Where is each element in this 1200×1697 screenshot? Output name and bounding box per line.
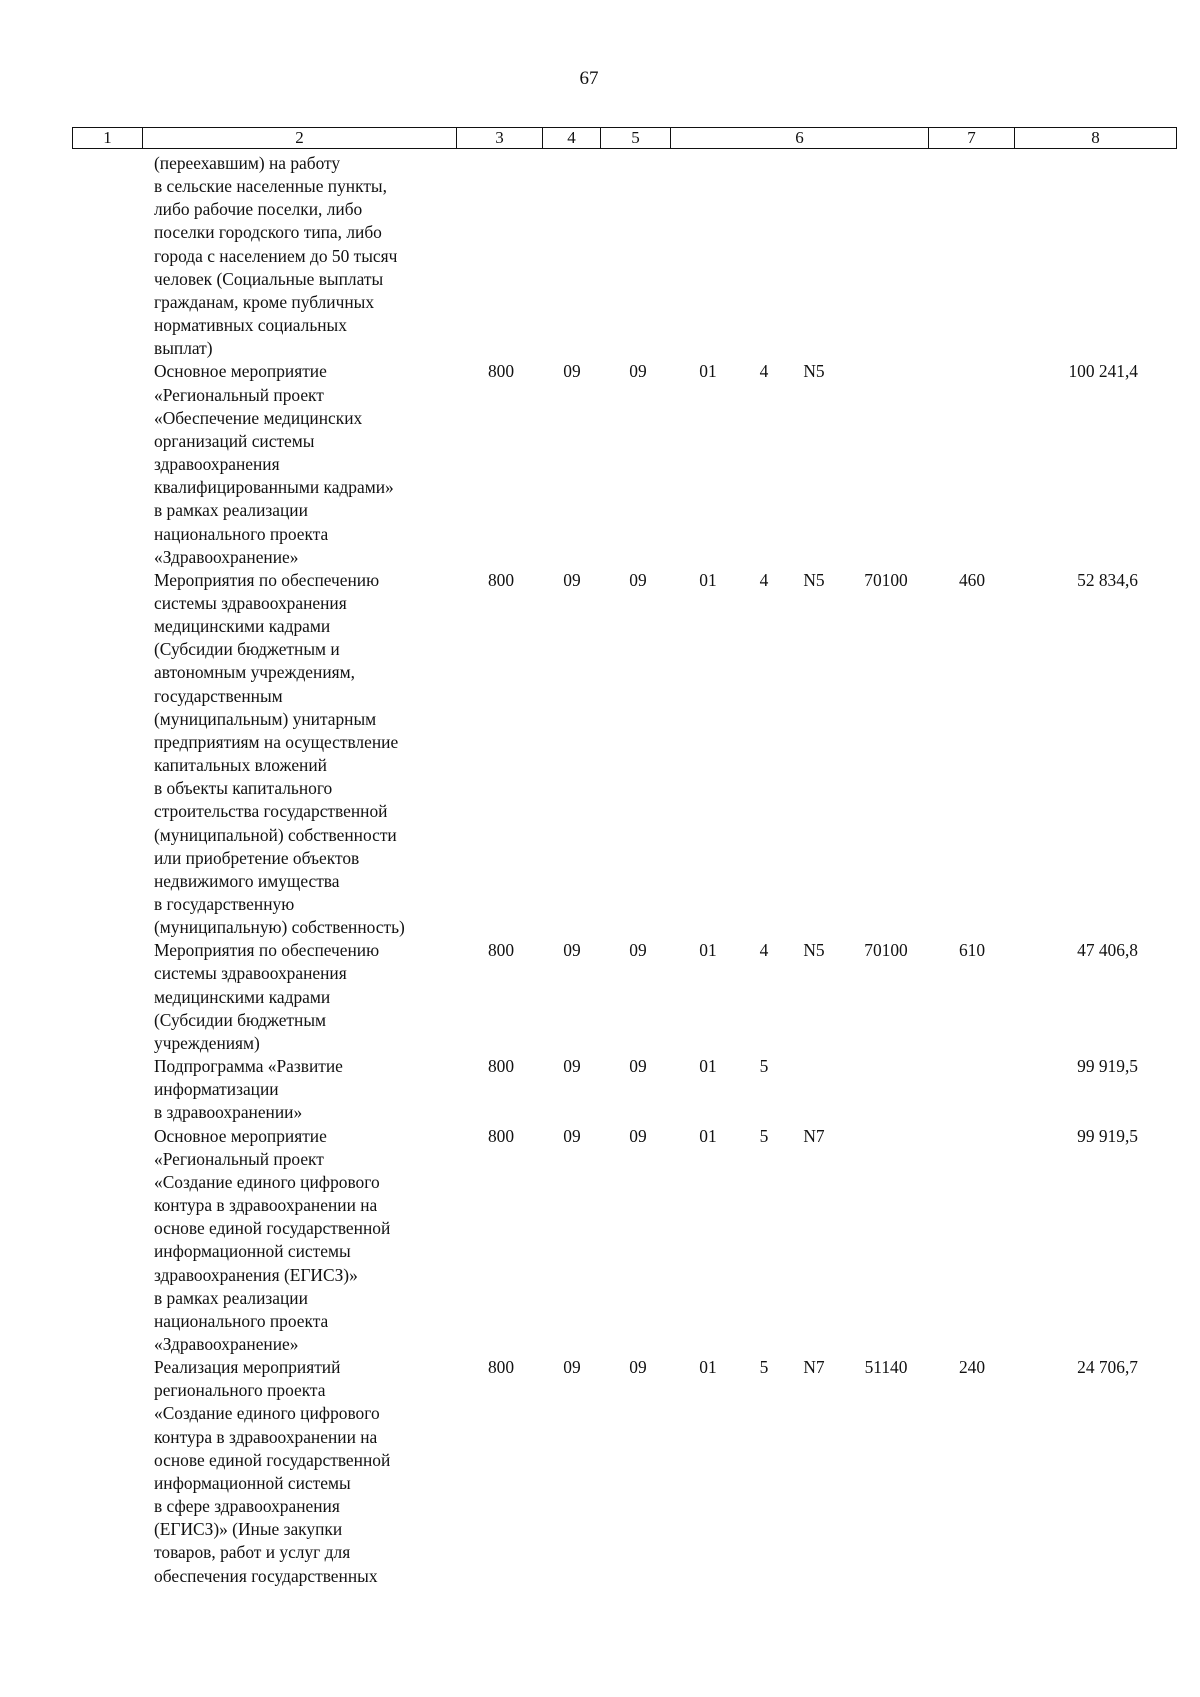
col-6-part-2: 5 (759, 1056, 769, 1077)
col-5-value: 09 (629, 361, 647, 382)
col-6-part-1: 01 (699, 940, 717, 961)
col-5-value: 09 (629, 1357, 647, 1378)
header-col-1: 1 (73, 128, 143, 149)
col-5-value: 09 (629, 1125, 647, 1146)
table-row (0, 939, 1200, 1055)
row-description: Основное мероприятие «Региональный проект «Создание единого цифрового контура в здравоохранении на основе единой государственной информационной системы здравоохранения (ЕГИСЗ)» в рамках реализации национального проекта «Здравоохранение» (154, 1125, 391, 1354)
header-col-4: 4 (543, 128, 601, 149)
header-col-3: 3 (457, 128, 543, 149)
table-row (0, 1356, 1200, 1588)
col-3-value: 800 (487, 569, 515, 590)
table-row (0, 1055, 1200, 1124)
col-8-amount: 52 834,6 (1077, 569, 1138, 590)
col-6-part-1: 01 (699, 1125, 717, 1146)
col-6-part-2: 4 (759, 569, 769, 590)
col-8-amount: 100 241,4 (1068, 361, 1138, 382)
col-8-amount: 47 406,8 (1077, 940, 1138, 961)
col-4-value: 09 (563, 1357, 581, 1378)
col-3-value: 800 (487, 1357, 515, 1378)
header-col-5: 5 (601, 128, 671, 149)
col-6-part-1: 01 (699, 1056, 717, 1077)
col-8-amount: 99 919,5 (1077, 1125, 1138, 1146)
col-5-value: 09 (629, 569, 647, 590)
row-description: Подпрограмма «Развитие информатизации в здравоохранении» (154, 1056, 343, 1123)
col-6-part-4: 70100 (864, 569, 908, 590)
col-7-value: 460 (958, 569, 986, 590)
col-3-value: 800 (487, 361, 515, 382)
col-6-part-1: 01 (699, 1357, 717, 1378)
col-6-part-1: 01 (699, 361, 717, 382)
col-3-value: 800 (487, 1056, 515, 1077)
col-6-part-4: 51140 (864, 1357, 908, 1378)
col-4-value: 09 (563, 940, 581, 961)
col-6-part-2: 4 (759, 940, 769, 961)
col-6-part-2: 5 (759, 1357, 769, 1378)
col-6-part-3: N5 (803, 940, 825, 961)
table-row (0, 569, 1200, 940)
col-4-value: 09 (563, 361, 581, 382)
table-body (0, 152, 1200, 1588)
col-6-part-2: 5 (759, 1125, 769, 1146)
row-description: (переехавшим) на работу в сельские населенные пункты, либо рабочие поселки, либо поселки городского типа, либо города с населением до 50 тысяч человек (Социальные выплаты гражданам, кроме публичных нормативных социальных выплат) (154, 153, 398, 359)
table-row (0, 1125, 1200, 1357)
row-description: Реализация мероприятий регионального проекта «Создание единого цифрового контура в здравоохранении на основе единой государственной информационной системы в сфере здравоохранения (ЕГИСЗ)» (Иные закупки товаров, работ и услуг для обеспечения государственных (154, 1357, 391, 1586)
col-5-value: 09 (629, 1056, 647, 1077)
header-col-2: 2 (143, 128, 457, 149)
col-6-part-3: N7 (803, 1125, 825, 1146)
col-8-amount: 24 706,7 (1077, 1357, 1138, 1378)
col-3-value: 800 (487, 1125, 515, 1146)
col-6-part-3: N5 (803, 361, 825, 382)
col-7-value: 240 (958, 1357, 986, 1378)
table-row (0, 152, 1200, 360)
header-col-8: 8 (1015, 128, 1177, 149)
header-col-7: 7 (929, 128, 1015, 149)
row-description: Мероприятия по обеспечению системы здравоохранения медицинскими кадрами (Субсидии бюджетным учреждениям) (154, 940, 380, 1053)
col-6-part-1: 01 (699, 569, 717, 590)
col-4-value: 09 (563, 569, 581, 590)
table-row (0, 360, 1200, 568)
col-4-value: 09 (563, 1125, 581, 1146)
col-7-value: 610 (958, 940, 986, 961)
table-header (72, 127, 1177, 149)
col-6-part-3: N5 (803, 569, 825, 590)
col-3-value: 800 (487, 940, 515, 961)
page-number: 67 (579, 68, 599, 89)
header-col-6: 6 (671, 128, 929, 149)
col-4-value: 09 (563, 1056, 581, 1077)
col-5-value: 09 (629, 940, 647, 961)
col-6-part-3: N7 (803, 1357, 825, 1378)
col-6-part-2: 4 (759, 361, 769, 382)
row-description: Мероприятия по обеспечению системы здравоохранения медицинскими кадрами (Субсидии бюджетным и автономным учреждениям, государственным (муниципальным) унитарным предприятиям на осуществление капитальных вложений в объекты капитального строительства государственной (муниципальной) собственности или приобретение объектов недвижимого имущества в государственную (муниципальную) собственность) (154, 569, 405, 938)
col-8-amount: 99 919,5 (1077, 1056, 1138, 1077)
col-6-part-4: 70100 (864, 940, 908, 961)
row-description: Основное мероприятие «Региональный проект «Обеспечение медицинских организаций системы здравоохранения квалифицированными кадрами» в рамках реализации национального проекта «Здравоохранение» (154, 361, 394, 567)
